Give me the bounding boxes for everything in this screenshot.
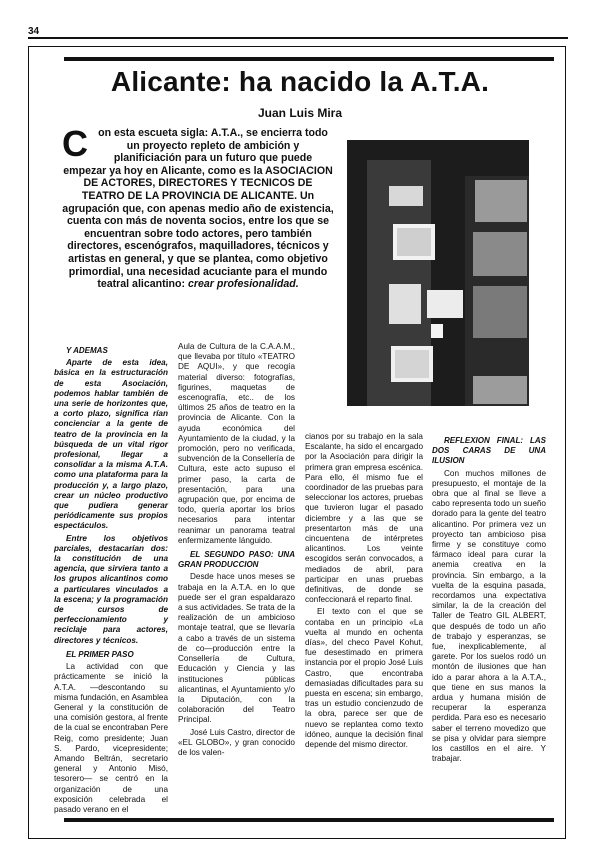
lead-emphasis: crear profesionalidad. — [187, 278, 299, 291]
col3-paragraph-1: cianos por su trabajo en la sala Escalante, ha sido el encargado por la Asociación para dirigir la primera gran empresa escénica. Para ello, él mismo fue el coordinador de las pruebas para seleccionar los actores, pruebas que tuvieron lugar el pasado diciembre y a las que se presentarton más de una cincuentena de intérpretes alicantinos. Los veinte escogidos serán convocados, a mediados de abril, para participar en unas pruebas definitivas, de donde se confeccionará el reparto final. — [305, 432, 423, 605]
photo-print — [473, 286, 527, 338]
column-1 — [54, 342, 168, 817]
section-heading-segundo-paso: EL SEGUNDO PASO: UNA GRAN PRODUCCION — [178, 550, 295, 570]
col3-paragraph-2: El texto con el que se contaba en un principio «La vuelta al mundo en ochenta días», del checo Pavel Kohut, fue desestimado en primera instancia por el propio José Luis Castro, que encontraba demasiadas dificultades para su puesta en escena; sin embargo, tras un estudio concienzudo de la obra, parece ser que de nuevo se replantea como texto idóneo, aunque la decisión final depende del mismo director. — [305, 607, 423, 750]
column-3 — [305, 432, 423, 752]
col1-italic-paragraph-1: Aparte de esta idea, básica en la estructuración de esta Asociación, podemos hablar también de una serie de horizontes que, a corto plazo, significa rían concienciar a la gente de teatro de la provincia en la búsqueda de un vital rigor profesional, llegar a consolidar a la misma A.T.A. como una plataforma para la producción y, a largo plazo, crear un núcleo productivo que pudiera generar periódicamente sus propios espectáculos. — [54, 358, 168, 531]
exhibition-photo — [347, 140, 529, 406]
photo-print — [473, 232, 527, 276]
photo-frame — [391, 346, 433, 382]
column-2 — [178, 342, 295, 760]
section-heading-reflexion-final: REFLEXION FINAL: LAS DOS CARAS DE UNA ILUSION — [432, 436, 546, 466]
section-heading-primer-paso: EL PRIMER PASO — [66, 649, 134, 659]
page-number: 34 — [28, 26, 40, 37]
lead-paragraph — [62, 123, 334, 291]
photo-print — [475, 180, 527, 222]
header-rule — [28, 37, 568, 39]
section-heading-y-ademas: Y ADEMAS — [66, 346, 108, 355]
top-bar-rule — [64, 57, 554, 61]
col1-paragraph-3: La actividad con que prácticamente se inició la A.T.A. —descontando su misma fundación, en Asamblea General y la constitución de una comisión gestora, al frente de la cual se encontraban Pere Reig, como presidente; Juan S. Pardo, vicepresidente; Amando Beltrán, secretario general y Antonio Misó, tesorero— se centró en la organización de una exposición celebrada el pasado verano en el — [54, 662, 168, 814]
lead-text: on esta escueta sigla: A.T.A., se encierra todo un proyecto repleto de ambición y planificiación para un futuro que puede empezar ya hoy en Alicante, como es la ASOCIACION DE ACTORES, DIRECTORES Y TECNICOS DE TEATRO DE LA PROVINCIA DE ALICANTE. Un agrupación que, con apenas medio año de existencia, cuenta con más de noventa socios, entre los que se encuentran sobre todo actores, pero también directores, escenógrafos, maquilladores, técnicos y artistas en general, y que se plantea, como objetivo primordial, una necesidad acuciante para el mundo teatral alicantino: — [62, 127, 334, 291]
article-title: Alicante: ha nacido la A.T.A. — [110, 66, 490, 97]
col1-italic-paragraph-2: Entre los objetivos parciales, destacarían dos: la constitución de una agencia, que sirviera tanto a los grupos alicantinos como a particulares vinculados a la escena; y la programación de cursos de perfeccionamiento y reciclaje para actores, directores y técnicos. — [54, 533, 168, 645]
photo-frame — [389, 284, 421, 324]
col4-paragraph-1: Con muchos millones de presupuesto, el montaje de la obra que al final se lleve a cabo representa todo un sueño dorado para la gente del teatro alicantino. Por primera vez un proyecto tan ambicioso pisa firme y se constituye como fármaco ideal para curar la anemia creativa en la provincia. Sin embargo, a la vuelta de la esquina pasada, recordamos una expectativa similar, la de la creación del Taller de Teatro GIL ALBERT, que después de todo un año de trabajo y esperanzas, se fue, inexplicablemente, al garete. Por los suelos rodó un montón de ilusiones que han ido a parar ahora a la A.T.A., que tiene en sus manos la ardua y humana misión de recuperar la esperanza perdida. Para eso es necesario saber el terreno movedizo que se pisa y olvidar para siempre los castillos en el aire. Y trabajar. — [432, 468, 546, 764]
col2-paragraph-3: José Luis Castro, director de «EL GLOBO», y gran conocido de los valen- — [178, 727, 295, 757]
article-author: Juan Luis Mira — [257, 106, 343, 120]
col2-paragraph-1: Aula de Cultura de la C.A.A.M., que llevaba por título «TEATRO DE AQUI», y que recogía material diverso: fotografías, figurines, maquetas de escenografía, etc.. de los últimos 25 años de teatro en la provincia de Alicante. Con la ayuda económica del Ayuntamiento de la ciudad, y la promoción, pero no verificada, subvención de la Consellería de Cultura, este acto supuso el primer paso, la carta de presentación, para una agrupación que, por encima de todo, quería aportar los bríos necesarios para intentar reanimar un panorama teatral enfermizamente lánguido. — [178, 342, 295, 545]
photo-frame — [427, 290, 463, 318]
photo-frame — [389, 186, 423, 206]
column-4 — [432, 432, 546, 767]
bottom-bar-rule — [64, 818, 554, 822]
col2-paragraph-2: Desde hace unos meses se trabaja en la A.T.A. en lo que puede ser el gran espaldarazo a sus actividades. Se trata de la realización de un ambicioso montaje teatral, que se llevaría a cabo a través de un sistema de co—producción entre la Consellería de Cultura, Educación y Ciencia y las instituciones públicas alicantinas, el Ayuntamiento y/o la Diputación, con la colaboración del Teatro Principal. — [178, 572, 295, 725]
photo-label — [431, 324, 443, 338]
drop-cap: C — [62, 123, 88, 164]
photo-print — [473, 376, 527, 404]
photo-frame — [393, 224, 435, 260]
